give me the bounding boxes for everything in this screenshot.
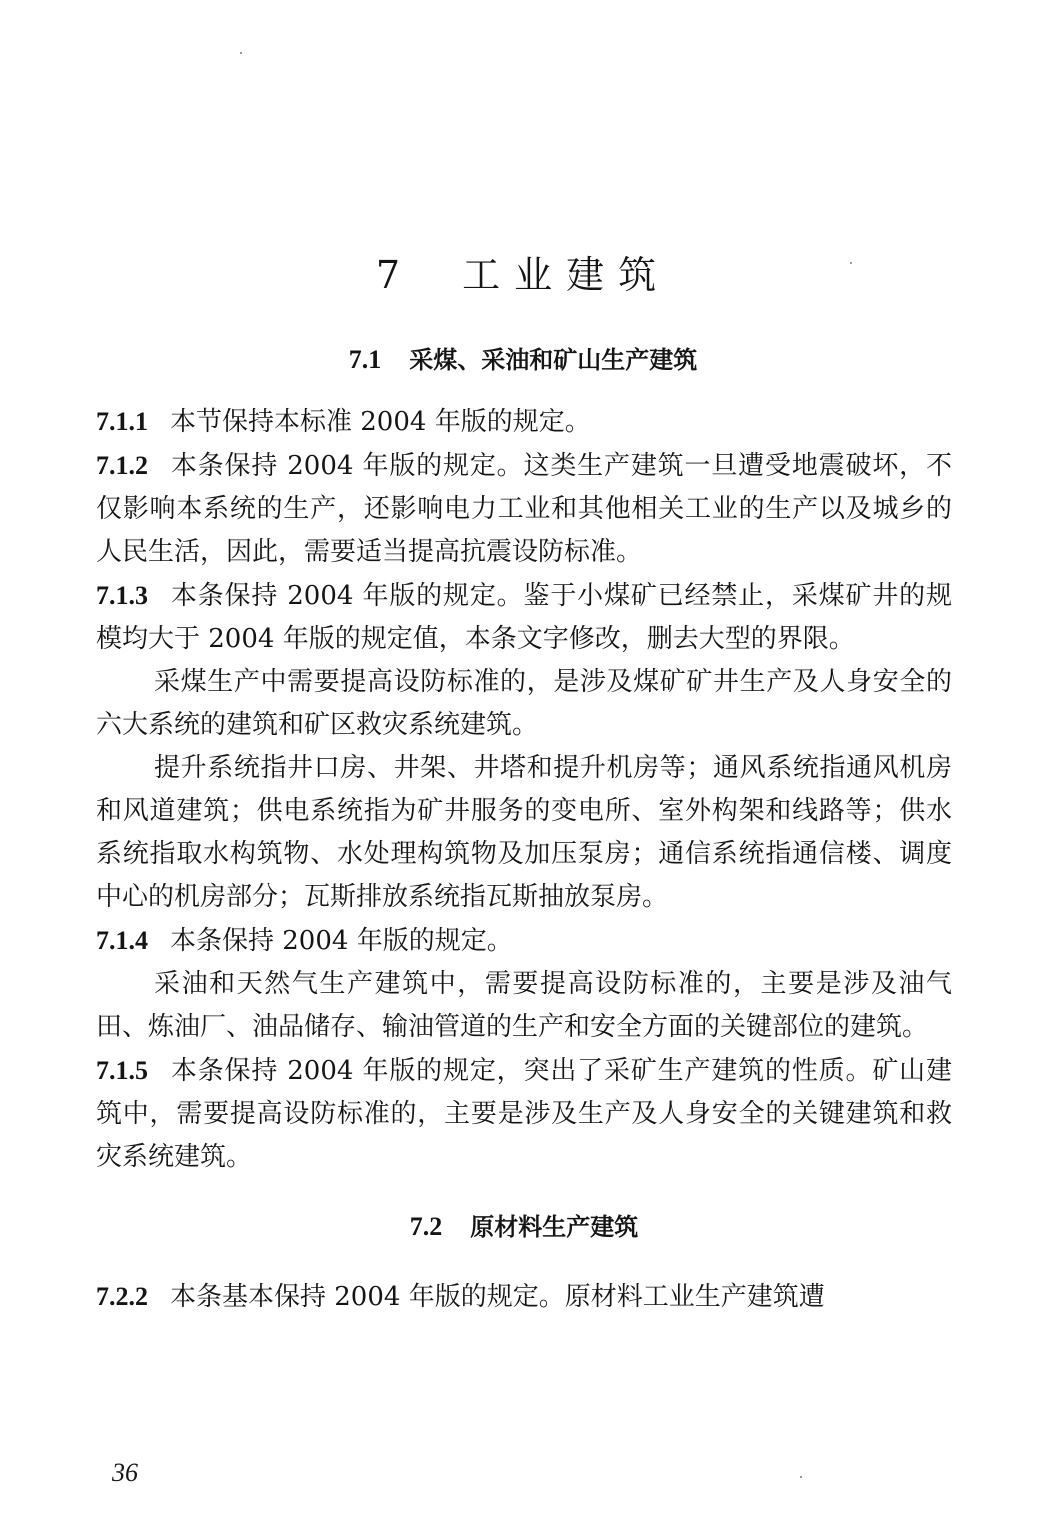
clause-number: 7.1.5 — [96, 1056, 148, 1085]
section-number: 7.2 — [409, 1212, 443, 1241]
scan-speck — [850, 262, 852, 264]
section-title: 原材料生产建筑 — [470, 1213, 639, 1241]
clause-text: 本条保持 2004 年版的规定。鉴于小煤矿已经禁止，采煤矿井的规模均大于 2004 年版的规定值，本条文字修改，删去大型的界限。 — [96, 581, 952, 654]
chapter-number: 7 — [375, 253, 415, 297]
clause-text: 本条保持 2004 年版的规定。 — [170, 926, 513, 956]
clause-text: 本条保持 2004 年版的规定，突出了采矿生产建筑的性质。矿山建筑中，需要提高设防标准的，主要是涉及生产及人身安全的关键建筑和救灾系统建筑。 — [96, 1056, 952, 1172]
document-body — [96, 400, 952, 1319]
clause-number: 7.1.4 — [96, 926, 148, 955]
clause-7-1-4 — [96, 919, 952, 963]
clause-7-1-3 — [96, 574, 952, 661]
clause-7-1-5 — [96, 1049, 952, 1179]
clause-7-1-1 — [96, 400, 952, 444]
section-title: 采煤、采油和矿山生产建筑 — [409, 346, 698, 374]
paragraph: 提升系统指井口房、井架、井塔和提升机房等；通风系统指通风机房和风道建筑；供电系统指为矿井服务的变电所、室外构架和线路等；供水系统指取水构筑物、水处理构筑物及加压泵房；通信系统指通信楼、调度中心的机房部分；瓦斯排放系统指瓦斯抽放泵房。 — [96, 753, 952, 912]
clause-text: 本节保持本标准 2004 年版的规定。 — [170, 407, 591, 437]
clause-number: 7.1.3 — [96, 581, 148, 610]
clause-text: 本条基本保持 2004 年版的规定。原材料工业生产建筑遭 — [170, 1282, 825, 1312]
clause-number: 7.1.1 — [96, 407, 148, 436]
paragraph: 采油和天然气生产建筑中，需要提高设防标准的，主要是涉及油气田、炼油厂、油品储存、输油管道的生产和安全方面的关键部位的建筑。 — [96, 969, 952, 1042]
section-heading-7-2 — [96, 1205, 952, 1249]
clause-number: 7.2.2 — [96, 1282, 148, 1311]
page-number: 36 — [112, 1458, 138, 1487]
clause-7-2-2 — [96, 1275, 952, 1319]
clause-number: 7.1.2 — [96, 451, 148, 480]
chapter-title: 工业建筑 — [462, 253, 671, 297]
clause-text: 本条保持 2004 年版的规定。这类生产建筑一旦遭受地震破坏，不仅影响本系统的生产，还影响电力工业和其他相关工业的生产以及城乡的人民生活，因此，需要适当提高抗震设防标准。 — [96, 451, 952, 567]
clause-7-1-2 — [96, 444, 952, 574]
scan-speck — [240, 52, 242, 54]
paragraph: 采煤生产中需要提高设防标准的，是涉及煤矿矿井生产及人身安全的六大系统的建筑和矿区救灾系统建筑。 — [96, 667, 952, 740]
scan-speck — [800, 1476, 802, 1478]
section-number: 7.1 — [348, 345, 382, 374]
chapter-heading — [0, 244, 1046, 299]
section-heading-7-1 — [0, 340, 1046, 375]
